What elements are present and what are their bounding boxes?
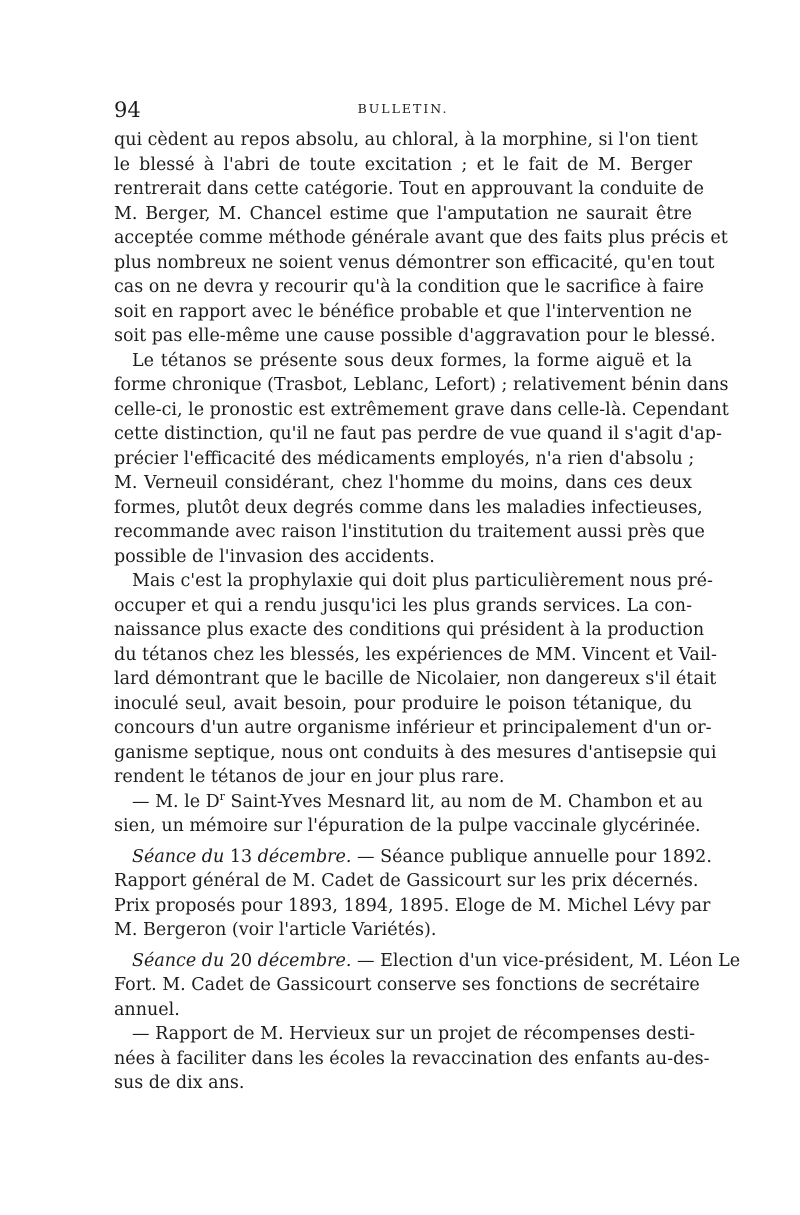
- text-line: forme chronique (Trasbot, Leblanc, Lefort) ; relativement bénin dans: [114, 375, 729, 395]
- text-line: occuper et qui a rendu jusqu'ici les plus grands services. La con-: [114, 595, 692, 616]
- text-line: ganisme septique, nous ont conduits à des mesures d'antisepsie qui: [114, 742, 717, 763]
- text-line: [114, 949, 741, 974]
- text-line: sien, un mémoire sur l'épuration de la pulpe vaccinale glycérinée.: [114, 816, 701, 836]
- text-line: [114, 789, 703, 815]
- text-fragment: Saint-Yves Mesnard lit, au nom de M. Chambon et au: [224, 791, 703, 812]
- text-line: inoculé seul, avait besoin, pour produire le poison tétanique, du: [114, 693, 692, 714]
- text-line: — Rapport de M. Hervieux sur un projet de récompenses desti-: [132, 1024, 695, 1044]
- text-line: naissance plus exacte des conditions qui président à la production: [114, 620, 705, 640]
- page-header: [114, 96, 692, 124]
- text-line: Prix proposés pour 1893, 1894, 1895. Eloge de M. Michel Lévy par: [114, 895, 711, 916]
- text-line: cas on ne devra y recourir qu'à la condition que le sacrifice à faire: [114, 277, 704, 297]
- session-month: décembre.: [257, 950, 352, 971]
- text-line: acceptée comme méthode générale avant que des faits plus précis et: [114, 228, 728, 248]
- text-line: recommande avec raison l'institution du traitement aussi près que: [114, 522, 705, 542]
- text-line: précier l'efficacité des médicaments employés, n'a rien d'absolu ;: [114, 448, 695, 469]
- session-label: Séance du: [132, 950, 225, 971]
- text-line: M. Verneuil considérant, chez l'homme du moins, dans ces deux: [114, 473, 692, 493]
- text-line: concours d'un autre organisme inférieur et principalement d'un or-: [114, 718, 712, 738]
- text-fragment: — Election d'un vice-président, M. Léon Le: [351, 950, 741, 971]
- text-line: qui cèdent au repos absolu, au chloral, à la morphine, si l'on tient: [114, 130, 698, 150]
- text-line: celle-ci, le pronostic est extrêmement grave dans celle-là. Cependant: [114, 399, 729, 420]
- text-line: le blessé à l'abri de toute excitation ; et le fait de M. Berger: [114, 154, 692, 175]
- text-fragment: — M. le D: [132, 791, 220, 812]
- text-line: [114, 845, 712, 870]
- body-text: [114, 128, 741, 1096]
- text-line: rendent le tétanos de jour en jour plus rare.: [114, 767, 505, 787]
- text-line: cette distinction, qu'il ne faut pas perdre de vue quand il s'agit d'ap-: [114, 424, 722, 444]
- text-line: plus nombreux ne soient venus démontrer son efficacité, qu'en tout: [114, 252, 715, 273]
- text-line: du tétanos chez les blessés, les expériences de MM. Vincent et Vail-: [114, 644, 717, 665]
- text-line: Mais c'est la prophylaxie qui doit plus particulièrement nous pré-: [132, 571, 713, 591]
- text-line: rentrerait dans cette catégorie. Tout en approuvant la conduite de: [114, 179, 705, 199]
- text-line: M. Berger, M. Chancel estime que l'amputation ne saurait être: [114, 203, 692, 224]
- session-day: 13: [224, 846, 258, 867]
- text-line: annuel.: [114, 999, 180, 1020]
- text-line: nées à faciliter dans les écoles la revaccination des enfants au-des-: [114, 1048, 710, 1069]
- text-line: soit pas elle-même une cause possible d'aggravation pour le blessé.: [114, 326, 716, 346]
- text-line: lard démontrant que le bacille de Nicolaier, non dangereux s'il était: [114, 669, 717, 689]
- text-line: formes, plutôt deux degrés comme dans les maladies infectieuses,: [114, 497, 703, 518]
- page-number: 94: [114, 98, 141, 122]
- text-line: Le tétanos se présente sous deux formes, la forme aiguë et la: [132, 350, 692, 371]
- session-month: décembre.: [257, 846, 352, 867]
- superscript: r: [219, 789, 225, 803]
- text-line: sus de dix ans.: [114, 1073, 245, 1093]
- text-fragment: — Séance publique annuelle pour 1892.: [351, 846, 712, 867]
- session-day: 20: [224, 950, 258, 971]
- text-line: M. Bergeron (voir l'article Variétés).: [114, 920, 437, 940]
- text-line: soit en rapport avec le bénéfice probable et que l'intervention ne: [114, 301, 692, 322]
- running-title: BULLETIN.: [357, 101, 449, 116]
- session-label: Séance du: [132, 846, 225, 867]
- text-line: Rapport général de M. Cadet de Gassicourt sur les prix décernés.: [114, 871, 699, 891]
- text-line: possible de l'invasion des accidents.: [114, 546, 435, 567]
- text-line: Fort. M. Cadet de Gassicourt conserve ses fonctions de secrétaire: [114, 975, 700, 995]
